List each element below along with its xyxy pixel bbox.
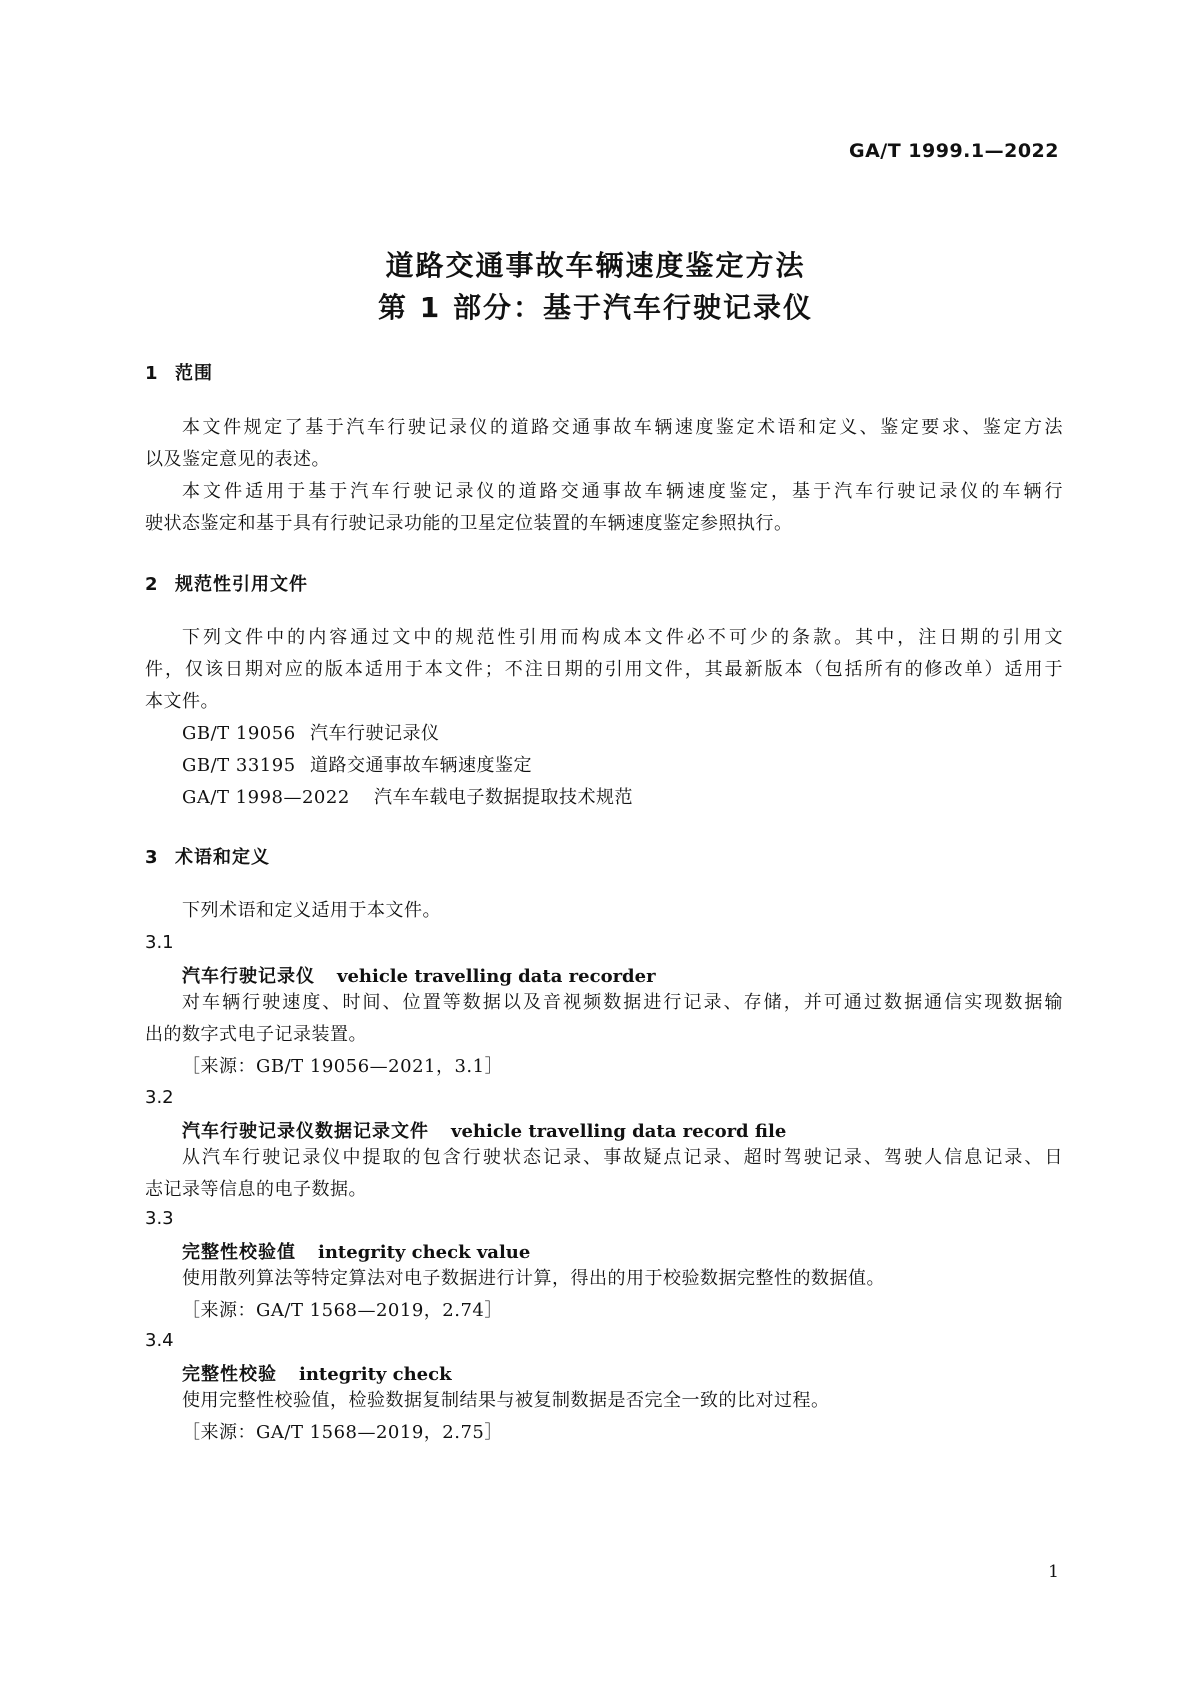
term-number: 3.3 [145, 1208, 174, 1229]
term-source: ［来源：GA/T 1568—2019，2.74］ [182, 1300, 503, 1321]
reference-title: 道路交通事故车辆速度鉴定 [310, 755, 532, 776]
section-number: 2 [145, 574, 159, 595]
term-zh: 汽车行驶记录仪数据记录文件 [182, 1121, 429, 1142]
definition-line: 使用散列算法等特定算法对电子数据进行计算，得出的用于校验数据完整性的数据值。 [182, 1268, 885, 1289]
term-title [182, 1360, 452, 1386]
term-source: ［来源：GB/T 19056—2021，3.1］ [182, 1056, 504, 1077]
reference-title: 汽车行驶记录仪 [310, 723, 440, 744]
document-title-line1: 道路交通事故车辆速度鉴定方法 [385, 249, 806, 282]
term-title [182, 1238, 530, 1264]
paragraph-line: 下列术语和定义适用于本文件。 [182, 900, 441, 921]
term-zh: 完整性校验 [182, 1364, 277, 1385]
reference-code: GB/T 33195 [182, 755, 296, 776]
section-title: 规范性引用文件 [175, 574, 308, 595]
term-number: 3.2 [145, 1087, 174, 1108]
term-title [182, 1117, 786, 1143]
reference-item [182, 718, 1100, 750]
document-title-line2: 第 1 部分：基于汽车行驶记录仪 [378, 291, 813, 324]
term-en: vehicle travelling data recorder [337, 966, 656, 987]
term-source: ［来源：GA/T 1568—2019，2.75］ [182, 1422, 503, 1443]
paragraph-line: 件，仅该日期对应的版本适用于本文件；不注日期的引用文件，其最新版本（包括所有的修改单）适用于 [145, 659, 1063, 680]
term-number: 3.1 [145, 932, 174, 953]
paragraph-line: 以及鉴定意见的表述。 [145, 449, 330, 470]
reference-code: GA/T 1998—2022 [182, 787, 350, 808]
term-number: 3.4 [145, 1330, 174, 1351]
section-heading-scope [145, 359, 213, 385]
term-en: vehicle travelling data record file [451, 1121, 787, 1142]
term-zh: 汽车行驶记录仪 [182, 966, 315, 987]
section-heading-normative-references [145, 570, 308, 596]
term-en: integrity check value [318, 1242, 531, 1263]
section-number: 3 [145, 847, 159, 868]
definition-line: 出的数字式电子记录装置。 [145, 1024, 367, 1045]
section-title: 范围 [175, 363, 213, 384]
definition-line: 使用完整性校验值，检验数据复制结果与被复制数据是否完全一致的比对过程。 [182, 1390, 830, 1411]
page-number: 1 [1048, 1562, 1059, 1582]
definition-line: 对车辆行驶速度、时间、位置等数据以及音视频数据进行记录、存储，并可通过数据通信实现数据输 [182, 992, 1063, 1013]
reference-title: 汽车车载电子数据提取技术规范 [374, 787, 633, 808]
term-en: integrity check [299, 1364, 452, 1385]
paragraph-line: 驶状态鉴定和基于具有行驶记录功能的卫星定位装置的车辆速度鉴定参照执行。 [145, 513, 793, 534]
paragraph-line: 下列文件中的内容通过文中的规范性引用而构成本文件必不可少的条款。其中，注日期的引用文 [182, 627, 1063, 648]
paragraph-line: 本文件。 [145, 691, 219, 712]
reference-code: GB/T 19056 [182, 723, 296, 744]
reference-item [182, 782, 1100, 814]
section-title: 术语和定义 [175, 847, 270, 868]
term-zh: 完整性校验值 [182, 1242, 296, 1263]
standard-code: GA/T 1999.1—2022 [848, 140, 1059, 162]
reference-item [182, 750, 1100, 782]
section-heading-terms-and-definitions [145, 843, 270, 869]
section-number: 1 [145, 363, 159, 384]
definition-line: 从汽车行驶记录仪中提取的包含行驶状态记录、事故疑点记录、超时驾驶记录、驾驶人信息记录、日 [182, 1147, 1063, 1168]
paragraph-line: 本文件适用于基于汽车行驶记录仪的道路交通事故车辆速度鉴定，基于汽车行驶记录仪的车辆行 [182, 481, 1063, 502]
term-title [182, 962, 656, 988]
definition-line: 志记录等信息的电子数据。 [145, 1179, 367, 1200]
paragraph-line: 本文件规定了基于汽车行驶记录仪的道路交通事故车辆速度鉴定术语和定义、鉴定要求、鉴定方法 [182, 417, 1063, 438]
